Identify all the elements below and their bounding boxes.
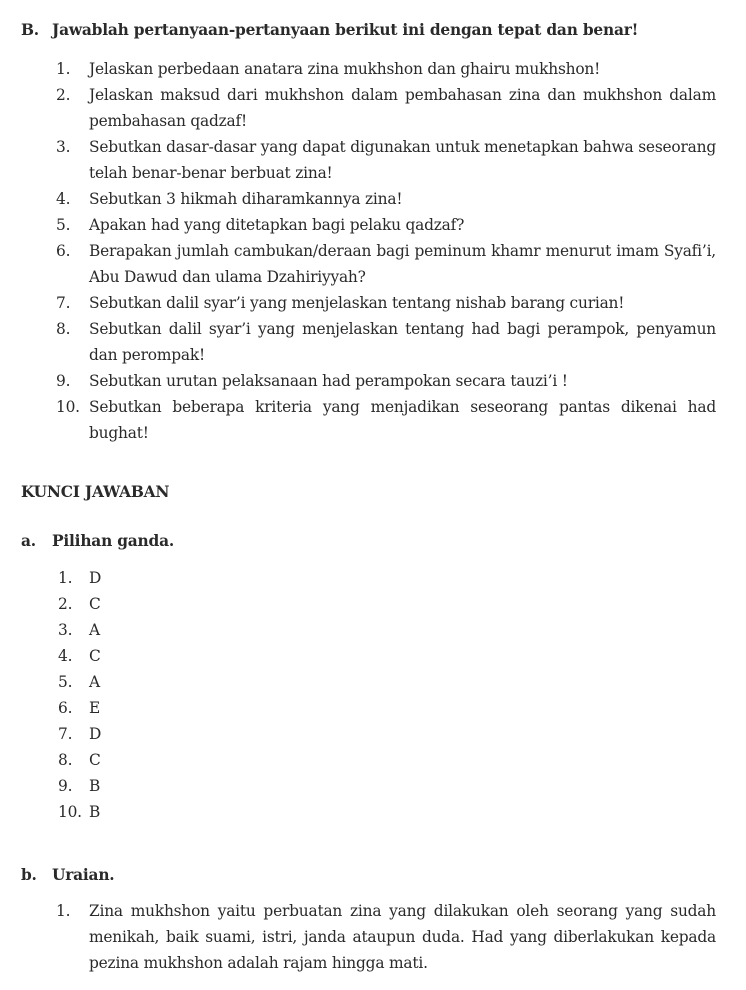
section-uraian-letter: b. <box>21 866 37 884</box>
list-item <box>56 316 716 368</box>
item-number: 6. <box>56 242 71 260</box>
section-uraian-heading <box>21 866 114 884</box>
answer-value: C <box>89 751 101 769</box>
item-number: 4. <box>56 190 71 208</box>
question-list <box>56 56 716 446</box>
item-text: Sebutkan dalil syar’i yang menjelaskan tentang nishab barang curian! <box>89 294 625 312</box>
answer-value: A <box>89 621 100 639</box>
section-uraian-title: Uraian. <box>52 866 115 884</box>
section-a-title: Pilihan ganda. <box>52 532 175 550</box>
list-item <box>58 617 101 643</box>
list-item <box>58 643 101 669</box>
list-item <box>58 773 101 799</box>
item-number: 9. <box>56 372 71 390</box>
list-item <box>58 565 101 591</box>
section-a-heading <box>21 532 174 550</box>
list-item <box>56 186 716 212</box>
answer-value: A <box>89 673 100 691</box>
item-text: Jelaskan perbedaan anatara zina mukhshon dan ghairu mukhshon! <box>89 60 601 78</box>
answer-value: C <box>89 595 101 613</box>
item-text: Zina mukhshon yaitu perbuatan zina yang dilakukan oleh seorang yang sudah menikah, baik suami, istri, janda ataupun duda. Had yang diberlakukan kepada pezina mukhshon adalah rajam hingga mati. <box>89 902 716 972</box>
item-number: 10. <box>58 803 82 821</box>
item-number: 10. <box>56 398 80 416</box>
item-number: 2. <box>56 86 71 104</box>
answer-key-heading: KUNCI JAWABAN <box>21 483 170 501</box>
section-a-letter: a. <box>21 532 36 550</box>
item-text: Sebutkan urutan pelaksanaan had perampokan secara tauzi’i ! <box>89 372 568 390</box>
answer-list <box>58 565 101 825</box>
item-number: 5. <box>58 673 73 691</box>
item-number: 3. <box>56 138 71 156</box>
list-item <box>56 394 716 446</box>
item-text: Sebutkan dasar-dasar yang dapat digunakan untuk menetapkan bahwa seseorang telah benar-benar berbuat zina! <box>89 138 716 182</box>
answer-value: C <box>89 647 101 665</box>
answer-value: B <box>89 803 101 821</box>
item-number: 7. <box>58 725 73 743</box>
item-text: Berapakan jumlah cambukan/deraan bagi peminum khamr menurut imam Syafi’i, Abu Dawud dan ulama Dzahiriyyah? <box>89 242 716 286</box>
section-b-title: Jawablah pertanyaan-pertanyaan berikut ini dengan tepat dan benar! <box>52 21 639 39</box>
list-item <box>56 82 716 134</box>
item-text: Jelaskan maksud dari mukhshon dalam pembahasan zina dan mukhshon dalam pembahasan qadzaf! <box>89 86 716 130</box>
item-number: 3. <box>58 621 73 639</box>
item-text: Sebutkan beberapa kriteria yang menjadikan seseorang pantas dikenai had bughat! <box>89 398 716 442</box>
item-number: 7. <box>56 294 71 312</box>
item-number: 1. <box>56 902 71 920</box>
list-item <box>56 238 716 290</box>
item-text: Sebutkan 3 hikmah diharamkannya zina! <box>89 190 403 208</box>
list-item <box>56 134 716 186</box>
item-number: 5. <box>56 216 71 234</box>
answer-value: D <box>89 725 102 743</box>
item-number: 8. <box>58 751 73 769</box>
item-number: 6. <box>58 699 73 717</box>
list-item <box>56 898 716 976</box>
answer-value: E <box>89 699 101 717</box>
item-number: 4. <box>58 647 73 665</box>
answer-value: B <box>89 777 101 795</box>
list-item <box>58 695 101 721</box>
list-item <box>58 747 101 773</box>
essay-answer-list <box>56 898 716 976</box>
item-number: 1. <box>56 60 71 78</box>
item-number: 9. <box>58 777 73 795</box>
item-text: Apakan had yang ditetapkan bagi pelaku qadzaf? <box>89 216 465 234</box>
list-item <box>56 56 716 82</box>
answer-value: D <box>89 569 102 587</box>
section-b-heading <box>21 21 638 39</box>
list-item <box>58 799 101 825</box>
list-item <box>56 368 716 394</box>
list-item <box>56 290 716 316</box>
item-number: 8. <box>56 320 71 338</box>
list-item <box>58 721 101 747</box>
list-item <box>56 212 716 238</box>
section-b-letter: B. <box>21 21 39 39</box>
item-text: Sebutkan dalil syar’i yang menjelaskan tentang had bagi perampok, penyamun dan perompak! <box>89 320 716 364</box>
item-number: 1. <box>58 569 73 587</box>
list-item <box>58 591 101 617</box>
list-item <box>58 669 101 695</box>
item-number: 2. <box>58 595 73 613</box>
